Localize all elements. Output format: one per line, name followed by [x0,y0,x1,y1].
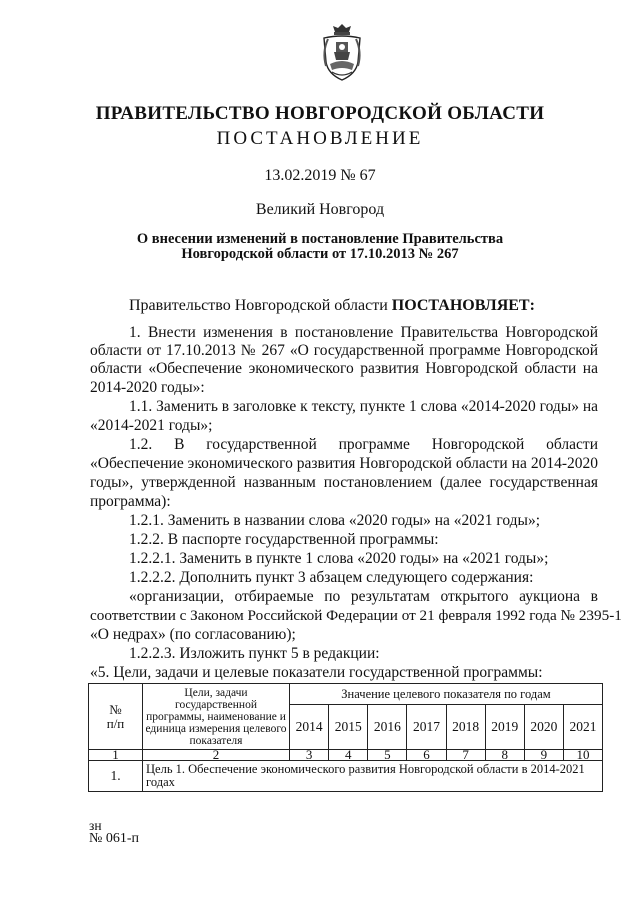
quote-line-3: «О недрах» (по согласованию); [90,626,296,643]
column-index: 6 [407,750,446,761]
quote-line-2: соответствии с Законом Российской Федерации от 21 февраля 1992 года № 2395-1 [90,607,622,624]
year-cell: 2021 [563,705,602,750]
header-values: Значение целевого показателя по годам [290,684,603,705]
header-num: № п/п [89,684,143,750]
quote-line-1: «организации, отбираемые по результатам открытого аукциона в [129,588,598,605]
column-index: 10 [563,750,602,761]
year-cell: 2014 [290,705,329,750]
p1223: 1.2.2.3. Изложить пункт 5 в редакции: [129,645,380,662]
column-index: 3 [290,750,329,761]
intro-line [129,297,535,315]
year-cell: 2016 [368,705,407,750]
government-title: ПРАВИТЕЛЬСТВО НОВГОРОДСКОЙ ОБЛАСТИ [95,103,545,124]
row-number: 1. [89,761,143,792]
footer-initials: зн [89,818,102,833]
goal-1-text: Цель 1. Обеспечение экономического развития Новгородской области в 2014-2021 годах [143,761,603,792]
year-cell: 2020 [524,705,563,750]
intro-text: Правительство Новгородской области [129,297,392,314]
p1221: 1.2.2.1. Заменить в пункте 1 слова «2020 годы» на «2021 годы»; [129,550,549,567]
p1222: 1.2.2.2. Дополнить пункт 3 абзацем следующего содержания: [129,569,534,586]
p1-line-2: области от 17.10.2013 № 267 «О государственной программе Новгородской [90,342,598,359]
p12-line-3: годы», утвержденной названным постановлением (далее государственная [90,474,598,491]
subject-line-2: Новгородской области от 17.10.2013 № 267 [181,246,459,262]
subject-heading [0,232,640,262]
column-index: 4 [329,750,368,761]
year-cell: 2015 [329,705,368,750]
p122: 1.2.2. В паспорте государственной программы: [129,531,439,548]
p12-line-2: «Обеспечение экономического развития Новгородской области на 2014-2020 [90,455,598,472]
column-index: 8 [485,750,524,761]
p5-title: «5. Цели, задачи и целевые показатели государственной программы: [90,664,543,681]
column-index: 5 [368,750,407,761]
column-index: 2 [143,750,290,761]
p12-line-1: 1.2. В государственной программе Новгородской области [129,436,598,453]
subject-line-1: О внесении изменений в постановление Правительства [136,231,504,247]
column-index: 7 [446,750,485,761]
goals-table [88,683,603,792]
city: Великий Новгород [255,201,385,218]
year-cell: 2017 [407,705,446,750]
p1-line-1: 1. Внести изменения в постановление Правительства Новгородской [129,324,598,341]
date-number: 13.02.2019 № 67 [264,167,376,184]
p1-line-4: 2014-2020 годы»: [90,379,205,396]
p11-line-2: «2014-2021 годы»; [90,417,213,434]
table-row [89,761,603,792]
year-cell: 2019 [485,705,524,750]
footer-reg-number: № 061-п [89,831,140,846]
column-index: 1 [89,750,143,761]
document-type: ПОСТАНОВЛЕНИЕ [216,128,424,149]
intro-decree: ПОСТАНОВЛЯЕТ: [391,297,535,314]
coat-of-arms-icon [318,22,366,82]
p11-line-1: 1.1. Заменить в заголовке к тексту, пункте 1 слова «2014-2020 годы» на [129,398,598,415]
p1-line-3: области «Обеспечение экономического развития Новгородской области на [90,360,598,377]
p12-line-4: программа): [90,493,171,510]
column-index: 9 [524,750,563,761]
header-goal: Цели, задачи государственной программы, наименование и единица измерения целевого показателя [143,684,290,750]
year-cell: 2018 [446,705,485,750]
p121: 1.2.1. Заменить в названии слова «2020 годы» на «2021 годы»; [129,512,540,529]
